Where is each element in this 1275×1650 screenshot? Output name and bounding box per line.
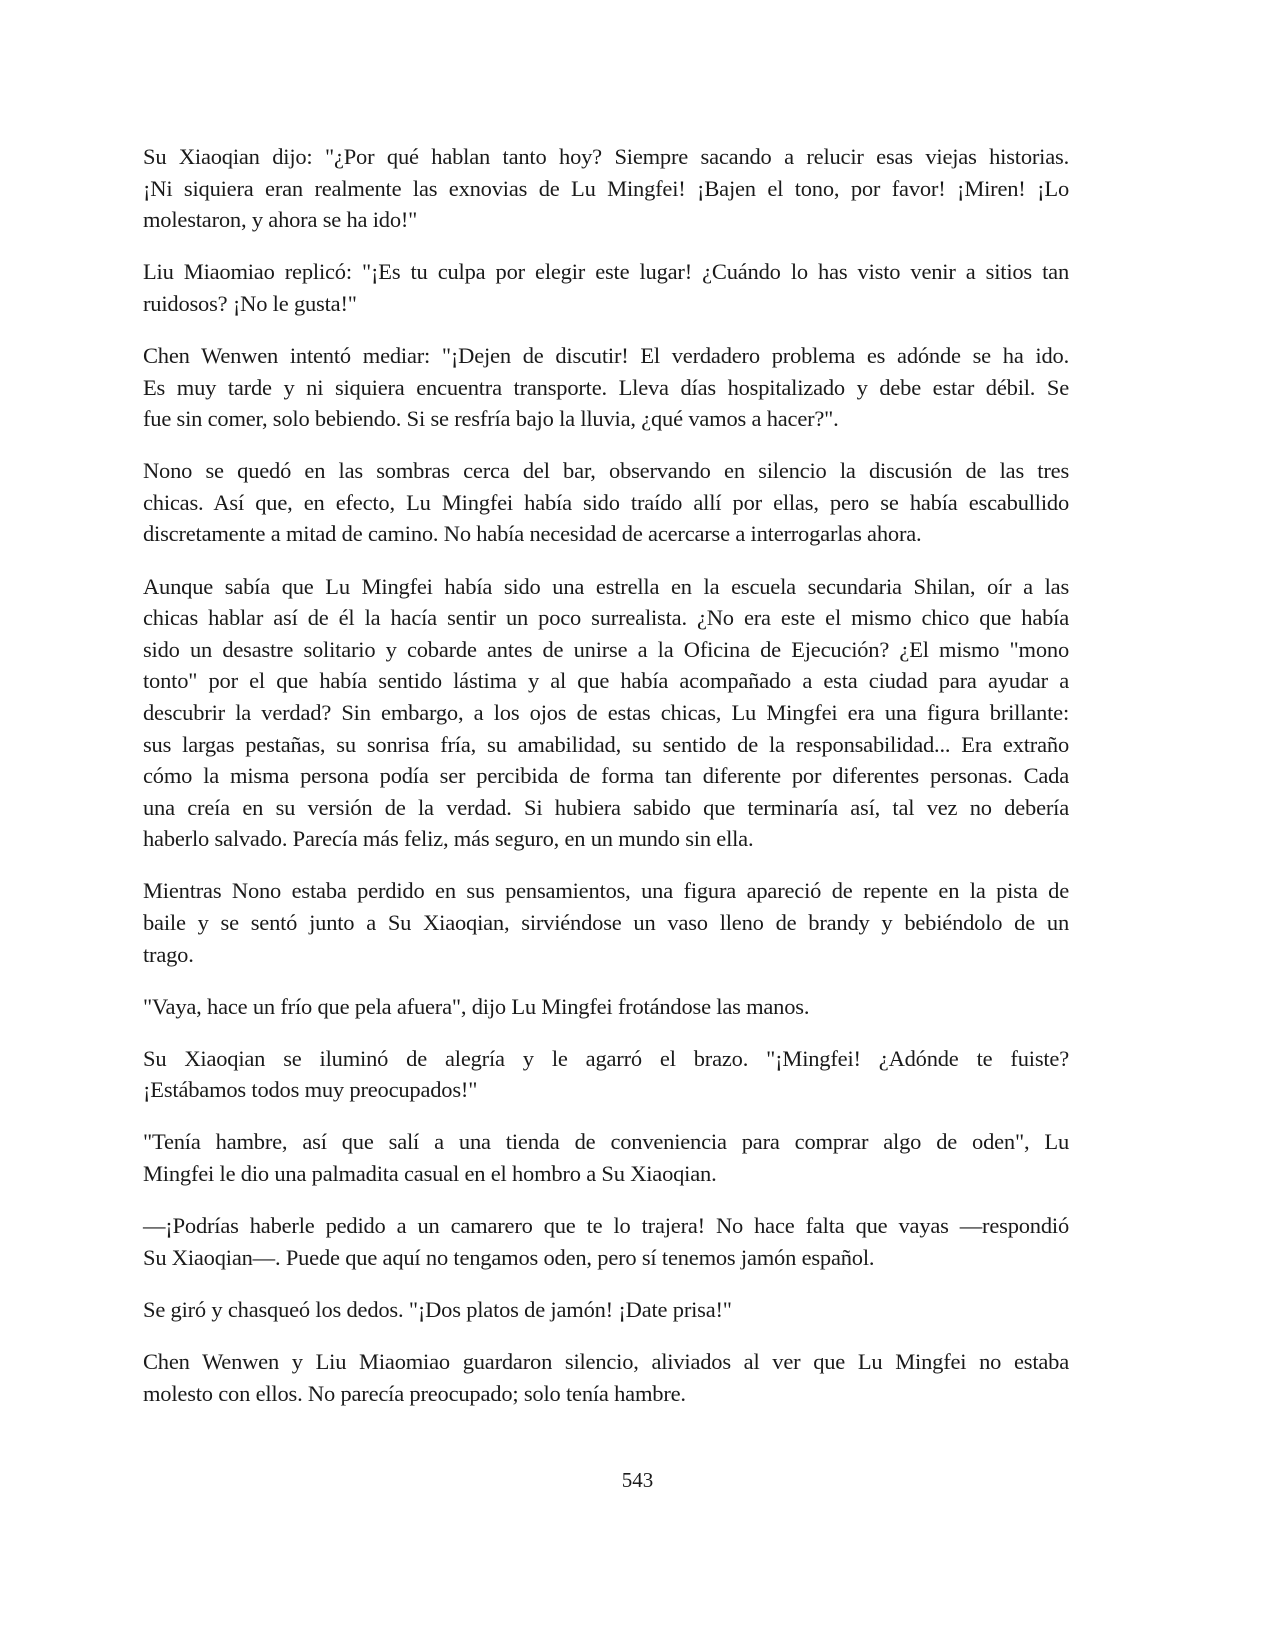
text-line: "Vaya, hace un frío que pela afuera", dijo Lu Mingfei frotándose las manos. xyxy=(143,993,810,1019)
text-line: Su Xiaoqian—. Puede que aquí no tengamos oden, pero sí tenemos jamón español. xyxy=(143,1244,875,1270)
paragraph xyxy=(143,1126,1069,1189)
text-line: Liu Miaomiao replicó: "¡Es tu culpa por elegir este lugar! ¿Cuándo lo has visto venir a sitios tan xyxy=(143,259,1069,285)
paragraph xyxy=(143,1210,1069,1273)
text-line: sido un desastre solitario y cobarde antes de unirse a la Oficina de Ejecución? ¿El mismo "mono xyxy=(143,636,1069,662)
paragraph xyxy=(143,875,1069,970)
paragraph xyxy=(143,256,1069,319)
text-line: fue sin comer, solo bebiendo. Si se resfría bajo la lluvia, ¿qué vamos a hacer?". xyxy=(143,406,839,432)
text-line: molestaron, y ahora se ha ido!" xyxy=(143,207,418,233)
paragraph xyxy=(143,340,1069,435)
text-line: Aunque sabía que Lu Mingfei había sido una estrella en la escuela secundaria Shilan, oír a las xyxy=(143,573,1069,599)
text-line: ¡Estábamos todos muy preocupados!" xyxy=(143,1077,478,1103)
text-line: Chen Wenwen intentó mediar: "¡Dejen de discutir! El verdadero problema es adónde se ha ido. xyxy=(143,342,1069,368)
paragraph xyxy=(143,1346,1069,1409)
text-line: "Tenía hambre, así que salí a una tienda de conveniencia para comprar algo de oden", Lu xyxy=(143,1129,1069,1155)
text-line: ruidosos? ¡No le gusta!" xyxy=(143,290,357,316)
paragraph xyxy=(143,1294,1069,1326)
text-line: descubrir la verdad? Sin embargo, a los ojos de estas chicas, Lu Mingfei era una figura brillante: xyxy=(143,699,1069,725)
text-line: ¡Ni siquiera eran realmente las exnovias de Lu Mingfei! ¡Bajen el tono, por favor! ¡Miren! ¡Lo xyxy=(143,175,1069,201)
page-number: 543 xyxy=(621,1468,654,1492)
text-line: haberlo salvado. Parecía más feliz, más seguro, en un mundo sin ella. xyxy=(143,826,754,852)
text-line: una creía en su versión de la verdad. Si hubiera sabido que terminaría así, tal vez no debería xyxy=(143,794,1069,820)
text-line: trago. xyxy=(143,941,194,967)
text-line: Mientras Nono estaba perdido en sus pensamientos, una figura apareció de repente en la pista de xyxy=(143,878,1069,904)
text-line: discretamente a mitad de camino. No había necesidad de acercarse a interrogarlas ahora. xyxy=(143,521,922,547)
text-line: Chen Wenwen y Liu Miaomiao guardaron silencio, aliviados al ver que Lu Mingfei no estaba xyxy=(143,1348,1069,1374)
text-line: molesto con ellos. No parecía preocupado; solo tenía hambre. xyxy=(143,1380,686,1406)
text-line: Es muy tarde y ni siquiera encuentra transporte. Lleva días hospitalizado y debe estar débil. Se xyxy=(143,374,1069,400)
text-line: Nono se quedó en las sombras cerca del bar, observando en silencio la discusión de las tres xyxy=(143,458,1069,484)
text-line: Su Xiaoqian se iluminó de alegría y le agarró el brazo. "¡Mingfei! ¿Adónde te fuiste? xyxy=(143,1045,1069,1071)
paragraph xyxy=(143,1043,1069,1106)
text-line: Mingfei le dio una palmadita casual en el hombro a Su Xiaoqian. xyxy=(143,1161,717,1187)
text-line: —¡Podrías haberle pedido a un camarero que te lo trajera! No hace falta que vayas —respondió xyxy=(143,1213,1069,1239)
paragraph xyxy=(143,455,1069,550)
text-line: baile y se sentó junto a Su Xiaoqian, sirviéndose un vaso lleno de brandy y bebiéndolo de un xyxy=(143,909,1069,935)
text-line: chicas hablar así de él la hacía sentir un poco surrealista. ¿No era este el mismo chico que había xyxy=(143,605,1069,631)
text-line: cómo la misma persona podía ser percibida de forma tan diferente por diferentes personas. Cada xyxy=(143,763,1069,789)
paragraph xyxy=(143,991,1069,1023)
text-line: Su Xiaoqian dijo: "¿Por qué hablan tanto hoy? Siempre sacando a relucir esas viejas historias. xyxy=(143,144,1069,169)
paragraph xyxy=(143,571,1069,855)
body-text xyxy=(143,141,1069,1430)
text-line: Se giró y chasqueó los dedos. "¡Dos platos de jamón! ¡Date prisa!" xyxy=(143,1296,732,1322)
paragraph xyxy=(143,141,1069,236)
text-line: chicas. Así que, en efecto, Lu Mingfei había sido traído allí por ellas, pero se había escabullido xyxy=(143,489,1069,515)
text-line: tonto" por el que había sentido lástima y al que había acompañado a esta ciudad para ayudar a xyxy=(143,668,1069,694)
text-line: sus largas pestañas, su sonrisa fría, su amabilidad, su sentido de la responsabilidad... Era extraño xyxy=(143,731,1069,757)
